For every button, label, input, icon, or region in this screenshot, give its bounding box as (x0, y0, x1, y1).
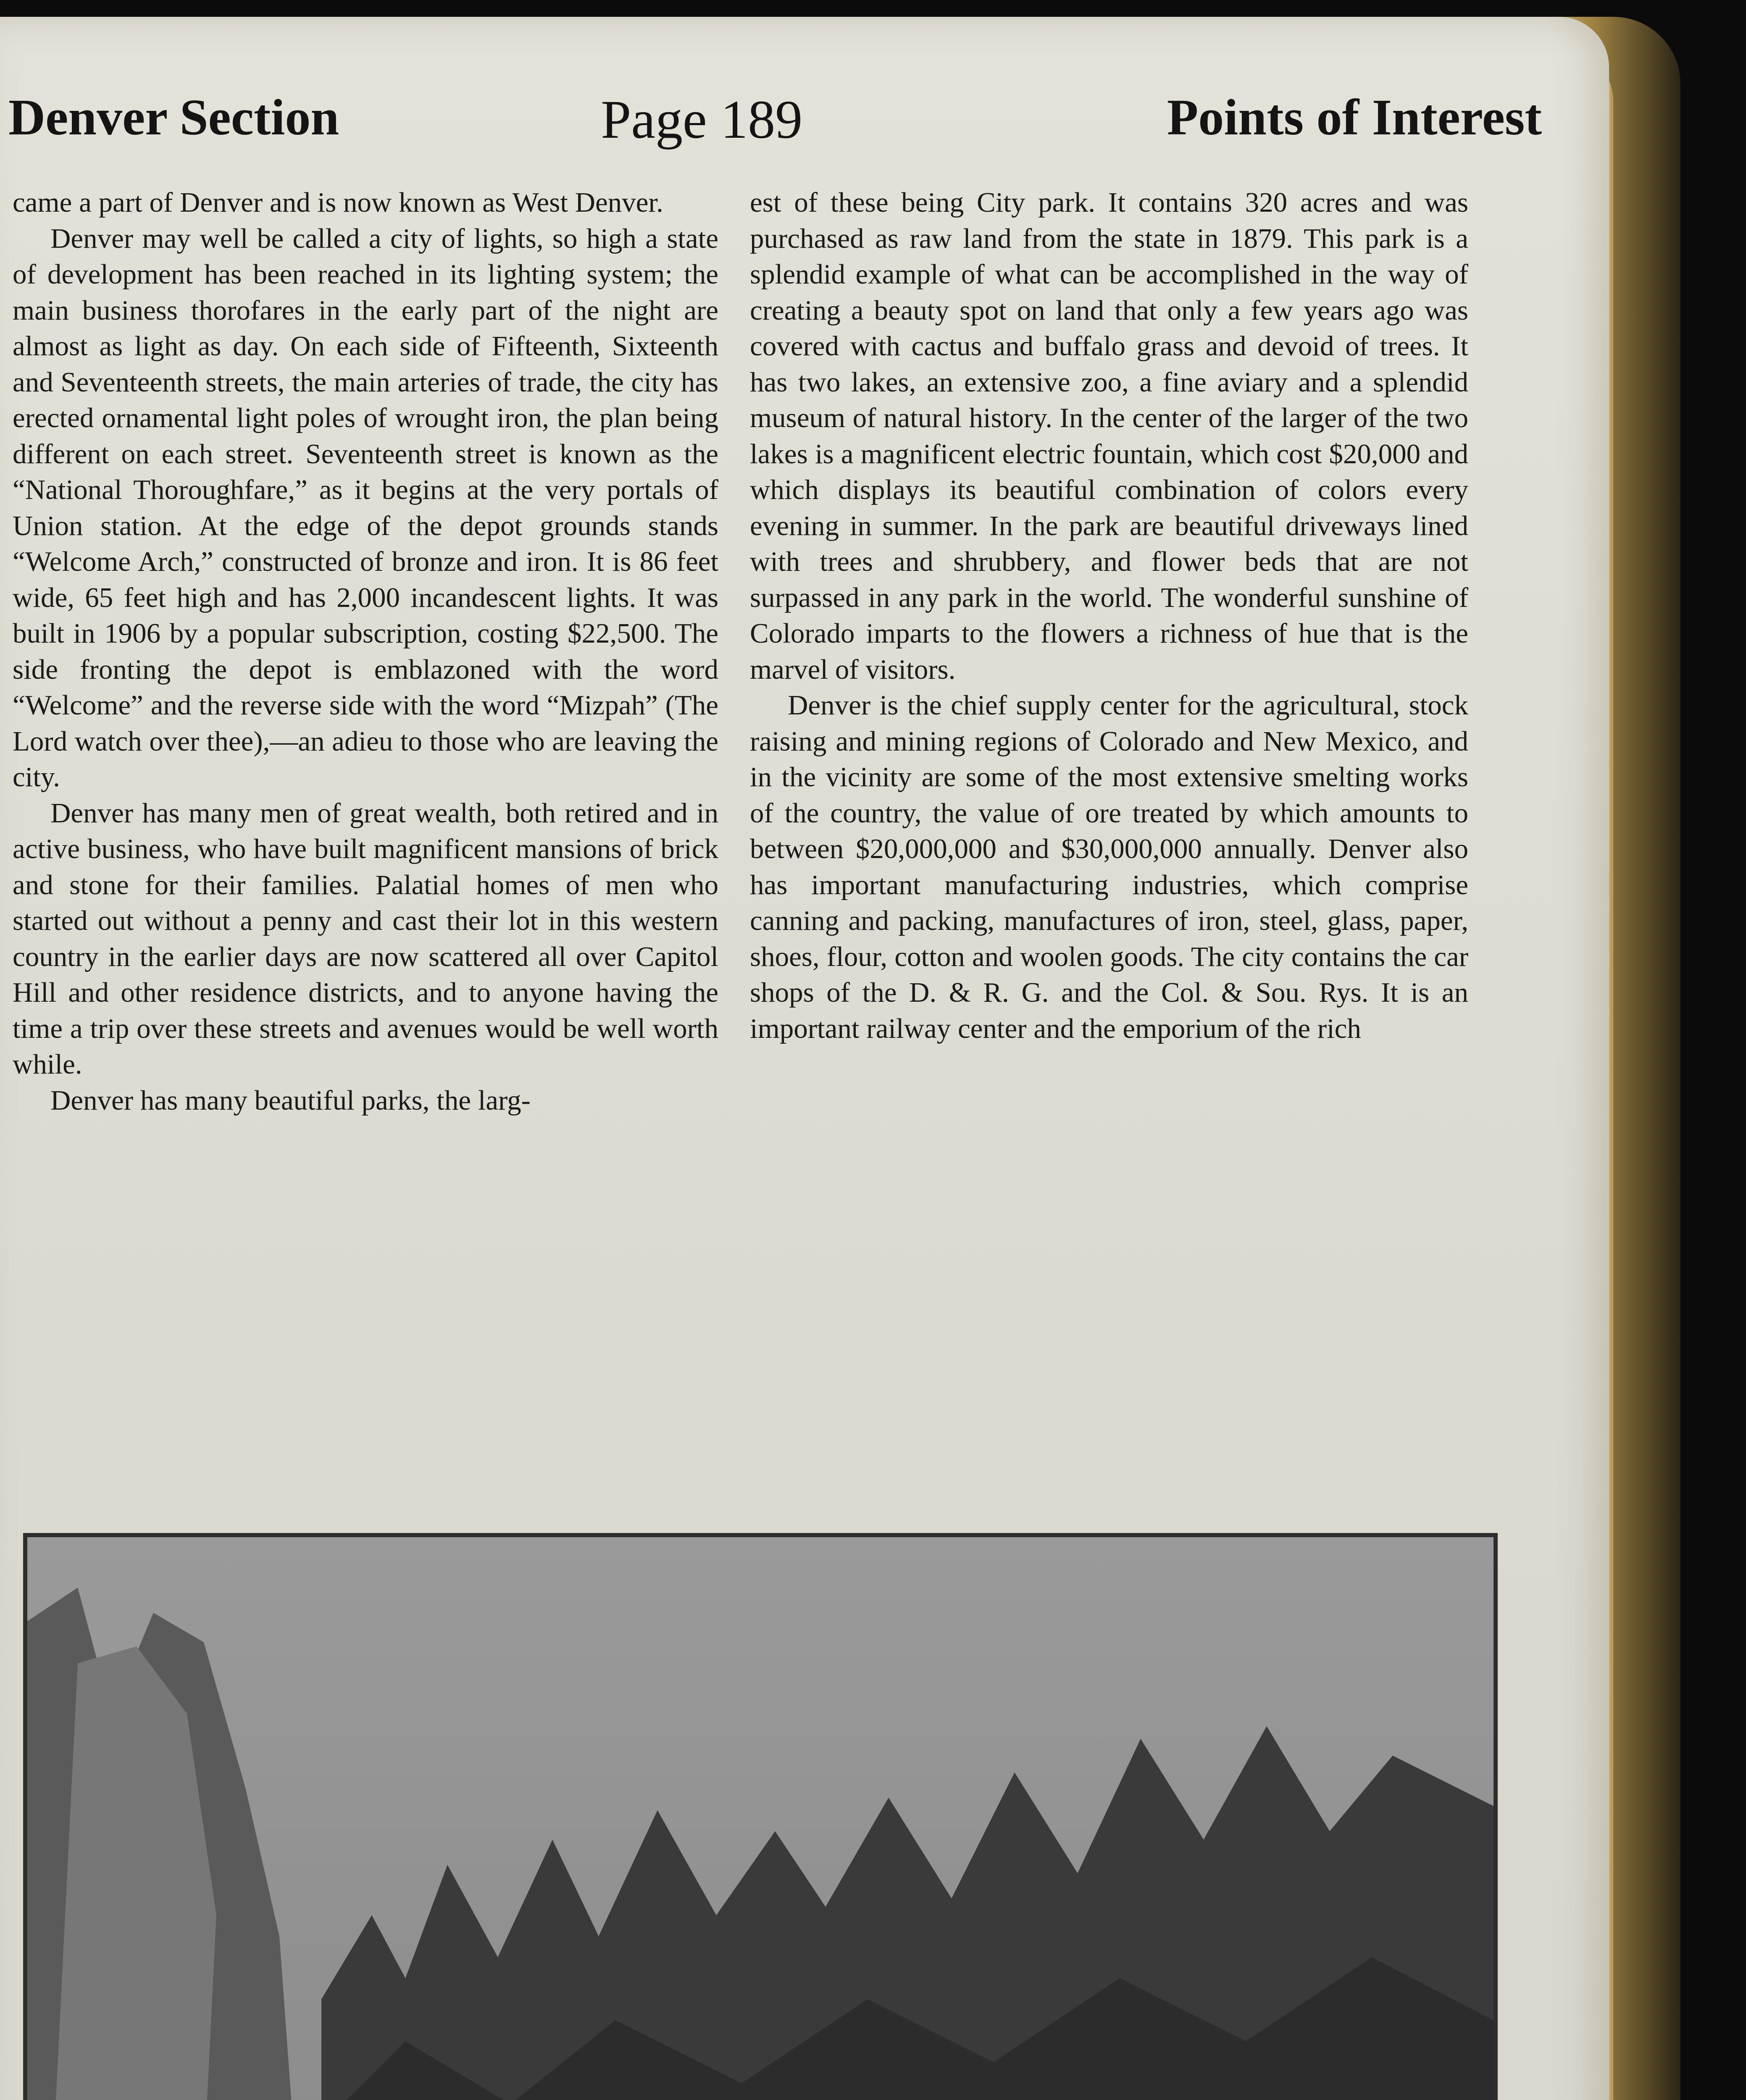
section-title: Denver Section (8, 89, 339, 146)
landscape-photo-icon (27, 1537, 1494, 2100)
paragraph: Denver is the chief supply center for the agricultural, stock raising and mining regions of Colorado and New Mexico, and in the vicinity are some of the most extensive smelting works of the country, the value of ore treated by which amounts to between $20,000,000 and $30,000,000 annually. Denver also has important manufacturing industries, which comprise canning and packing, manufactures of iron, steel, glass, paper, shoes, flour, cotton and woolen goods. The city contains the car shops of the D. & R. G. and the Col. & Sou. Rys. It is an important railway center and the emporium of the rich (750, 690, 1468, 1044)
paragraph: Denver may well be called a city of lights, so high a state of development has been reached in its lighting system; the main business thorofares in the early part of the night are almost as light as day. On each side of Fifteenth, Sixteenth and Seventeenth streets, the main arteries of trade, the city has erected ornamental light poles of wrought iron, the plan being different on each street. Seventeenth street is known as the “National Thoroughfare,” as it begins at the very portals of Union station. At the edge of the depot grounds stands “Welcome Arch,” constructed of bronze and iron. It is 86 feet wide, 65 feet high and has 2,000 incandescent lights. It was built in 1906 by a popular subscription, costing $22,500. The side fronting the depot is emblazoned with the word “Welcome” and the reverse side with the word “Mizpah” (The Lord watch over thee),—an adieu to those who are leaving the city. (13, 223, 718, 793)
paragraph: came a part of Denver and is now known as West Denver. (13, 187, 663, 218)
page-header (8, 88, 1542, 172)
paragraph: Denver has many men of great wealth, both retired and in active business, who have built magnificent mansions of brick and stone for their families. Palatial homes of men who started out without a penny and cast their lot in this western country in the earlier days are now scattered all over Capitol Hill and other residence districts, and to anyone having the time a trip over these streets and avenues would be well worth while. (13, 797, 718, 1080)
bear-creek-photo (23, 1533, 1498, 2100)
page-number: Page 189 (601, 89, 803, 150)
paragraph: est of these being City park. It contains 320 acres and was purchased as raw land from the state in 1879. This park is a splendid example of what can be accomplished in the way of creating a beauty spot on land that only a few years ago was covered with cactus and buffalo grass and devoid of trees. It has two lakes, an extensive zoo, a fine aviary and a splendid museum of natural history. In the center of the larger of the two lakes is a magnificent electric fountain, which cost $20,000 and which displays its beautiful combination of colors every evening in summer. In the park are beautiful driveways lined with trees and shrubbery, and flower beds that are not surpassed in any park in the world. The wonderful sunshine of Colorado imparts to the flowers a richness of hue that is the marvel of visitors. (750, 187, 1468, 685)
chapter-title: Points of Interest (1167, 89, 1542, 146)
right-text-column (750, 185, 1468, 1047)
paragraph: Denver has many beautiful parks, the larg- (50, 1084, 531, 1116)
book-page (0, 17, 1609, 2100)
left-text-column (13, 185, 718, 1118)
